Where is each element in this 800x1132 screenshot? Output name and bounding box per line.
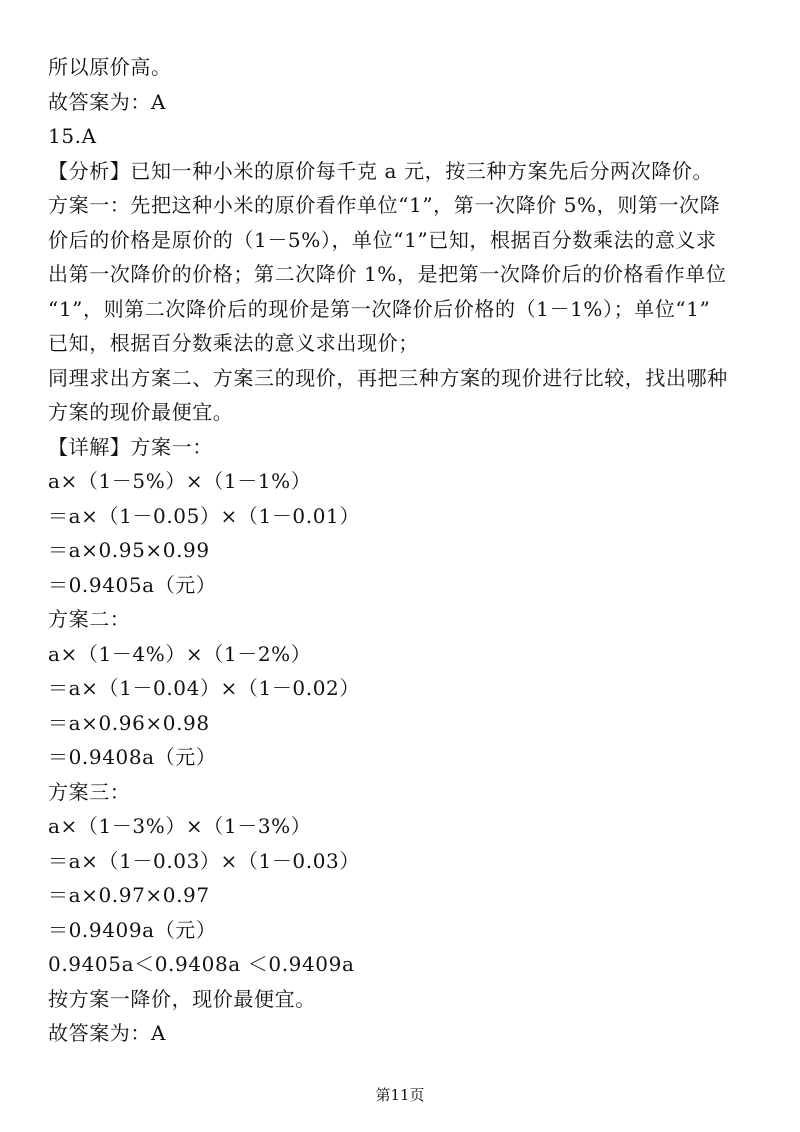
analysis-line: “1”，则第二次降价后的现价是第一次降价后价格的（1－1%）；单位“1” [48, 296, 711, 321]
comparison-line: 0.9405a＜0.9408a ＜0.9409a [48, 952, 355, 976]
answer-line: 故答案为：A [48, 89, 167, 114]
equation-line: ＝a×（1－0.04）×（1－0.02） [48, 676, 360, 700]
analysis-line: 【分析】已知一种小米的原价每千克 a 元，按三种方案先后分两次降价。 [48, 158, 714, 183]
analysis-line: 方案一：先把这种小米的原价看作单位“1”，第一次降价 5%，则第一次降 [48, 193, 721, 217]
equation-line: ＝0.9408a（元） [48, 745, 217, 769]
document-body [48, 50, 768, 1051]
equation-line: ＝a×0.95×0.99 [48, 538, 210, 562]
equation-line: ＝0.9405a（元） [48, 572, 217, 597]
equation-line: ＝0.9409a（元） [48, 917, 217, 942]
plan-heading: 方案三： [48, 779, 131, 804]
page-number: 第11页 [375, 1086, 425, 1104]
analysis-line: 方案的现价最便宜。 [48, 400, 234, 424]
detail-heading: 【详解】方案一： [48, 434, 213, 459]
analysis-line: 已知，根据百分数乘法的意义求出现价； [48, 331, 419, 355]
conclusion-line: 按方案一降价，现价最便宜。 [48, 986, 316, 1011]
equation-line: a×（1－3%）×（1－3%） [48, 814, 312, 838]
equation-line: ＝a×0.96×0.98 [48, 710, 210, 735]
analysis-line: 同理求出方案二、方案三的现价，再把三种方案的现价进行比较，找出哪种 [48, 365, 728, 390]
analysis-line: 出第一次降价的价格；第二次降价 1%，是把第一次降价后的价格看作单位 [48, 262, 727, 286]
equation-line: ＝a×（1－0.03）×（1－0.03） [48, 848, 360, 873]
text-line: 所以原价高。 [48, 55, 172, 79]
equation-line: a×（1－4%）×（1－2%） [48, 641, 312, 666]
plan-heading: 方案二： [48, 607, 131, 631]
answer-line: 故答案为：A [48, 1021, 167, 1045]
analysis-line: 价后的价格是原价的（1－5%），单位“1”已知，根据百分数乘法的意义求 [48, 227, 717, 252]
equation-line: a×（1－5%）×（1－1%） [48, 469, 312, 493]
equation-line: ＝a×（1－0.05）×（1－0.01） [48, 503, 360, 528]
question-number: 15.A [48, 124, 97, 148]
equation-line: ＝a×0.97×0.97 [48, 883, 210, 907]
